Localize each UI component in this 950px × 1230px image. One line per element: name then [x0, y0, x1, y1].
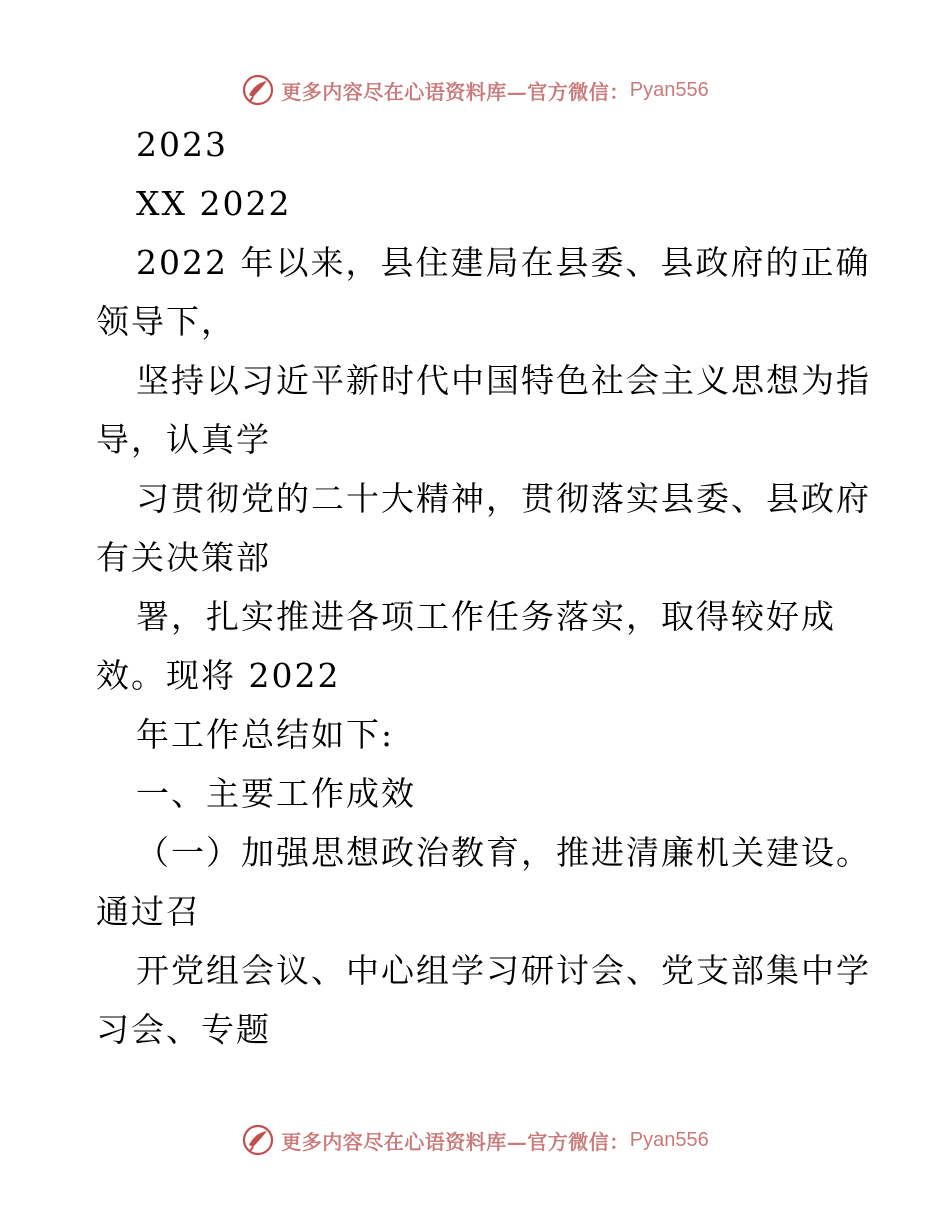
- body-line: 2022 年以来，县住建局在县委、县政府的正确: [136, 243, 871, 282]
- body-line: 有关决策部: [96, 538, 271, 577]
- body-line: 导，认真学: [96, 420, 271, 459]
- body-line: XX 2022: [136, 184, 292, 223]
- watermark-wechat-id: Pyan556: [629, 78, 709, 101]
- section-heading: 一、主要工作成效: [136, 774, 416, 813]
- watermark-text: 更多内容尽在心语资料库—官方微信：: [281, 79, 630, 104]
- body-line: 署，扎实推进各项工作任务落实，取得较好成: [136, 597, 836, 636]
- body-line: （一）加强思想政治教育，推进清廉机关建设。: [136, 833, 871, 872]
- watermark-wechat-id: Pyan556: [629, 1128, 709, 1151]
- body-line: 习贯彻党的二十大精神，贯彻落实县委、县政府: [136, 479, 871, 518]
- pen-logo-icon: [241, 1123, 275, 1157]
- body-line: 开党组会议、中心组学习研讨会、党支部集中学: [136, 951, 871, 990]
- watermark-text: 更多内容尽在心语资料库—官方微信：: [281, 1129, 630, 1154]
- body-line: 年工作总结如下:: [136, 715, 395, 754]
- body-line: 2023: [136, 125, 228, 164]
- watermark-banner-bottom: [0, 1120, 950, 1160]
- body-line: 领导下，: [96, 302, 236, 341]
- body-line: 通过召: [96, 892, 201, 931]
- body-line: 效。现将 2022: [96, 656, 341, 695]
- body-line: 习会、专题: [96, 1010, 271, 1049]
- watermark-banner-top: [0, 70, 950, 110]
- pen-logo-icon: [241, 73, 275, 107]
- body-line: 坚持以习近平新时代中国特色社会主义思想为指: [136, 361, 871, 400]
